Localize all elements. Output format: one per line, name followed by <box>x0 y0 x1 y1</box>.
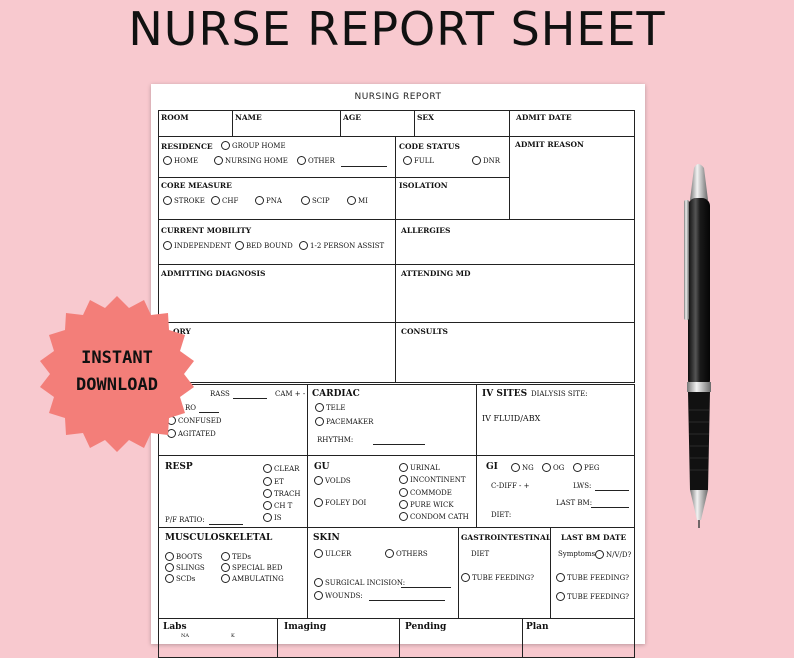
radio-circle-icon <box>461 573 470 582</box>
radio-circle-icon <box>573 463 582 472</box>
residence-option-group-home[interactable]: GROUP HOME <box>221 141 286 150</box>
residence-option-other[interactable]: OTHER <box>297 156 335 165</box>
radio-circle-icon <box>314 476 323 485</box>
pf-ratio-line[interactable] <box>209 524 243 525</box>
core-option-scip[interactable]: SCIP <box>301 196 330 205</box>
history-label: ORY <box>173 327 191 336</box>
gi-label: GI <box>486 462 498 472</box>
iv-sites-label: IV SITES <box>482 389 528 399</box>
sex-label: SEX <box>417 113 434 122</box>
radio-circle-icon <box>211 196 220 205</box>
allergies-label: ALLERGIES <box>401 226 451 235</box>
other-line[interactable] <box>341 166 387 167</box>
resp-option-trach[interactable]: TRACH <box>263 489 300 498</box>
surgical-incision-line[interactable] <box>401 587 451 588</box>
residence-label: RESIDENCE <box>161 142 213 151</box>
radio-circle-icon <box>556 573 565 582</box>
radio-circle-icon <box>472 156 481 165</box>
gi-tube-feeding-option[interactable]: TUBE FEEDING? <box>461 573 534 582</box>
gu-option-commode[interactable]: COMMODE <box>399 488 452 497</box>
neuro-option-agitated[interactable]: AGITATED <box>167 429 216 438</box>
radio-circle-icon <box>263 464 272 473</box>
radio-circle-icon <box>214 156 223 165</box>
rass-label: RASS <box>210 390 230 398</box>
wounds-line[interactable] <box>369 600 445 601</box>
radio-circle-icon <box>315 417 324 426</box>
consults-label: CONSULTS <box>401 327 448 336</box>
plan-label: Plan <box>526 622 549 632</box>
sheet-title: NURSING REPORT <box>354 92 442 102</box>
radio-circle-icon <box>255 196 264 205</box>
gu-option-incontinent[interactable]: INCONTINENT <box>399 475 466 484</box>
radio-circle-icon <box>221 574 230 583</box>
core-measure-label: CORE MEASURE <box>161 181 232 190</box>
nvd-option[interactable]: N/V/D? <box>595 550 631 559</box>
core-option-stroke[interactable]: STROKE <box>163 196 205 205</box>
ms-option-scds[interactable]: SCDs <box>165 574 195 583</box>
radio-circle-icon <box>556 592 565 601</box>
skin-label: SKIN <box>313 533 340 543</box>
room-label: ROOM <box>161 113 189 122</box>
radio-circle-icon <box>221 141 230 150</box>
cardiac-option-tele[interactable]: TELE <box>315 403 346 412</box>
badge-text <box>36 345 198 399</box>
labs-label: Labs <box>163 622 187 632</box>
mobility-label: CURRENT MOBILITY <box>161 226 252 235</box>
radio-circle-icon <box>399 475 408 484</box>
radio-circle-icon <box>221 552 230 561</box>
cardiac-option-pacemaker[interactable]: PACEMAKER <box>315 417 373 426</box>
pf-ratio-label: P/F RATIO: <box>165 516 205 524</box>
diet-label: DIET: <box>491 511 512 519</box>
badge-line-1: INSTANT <box>81 348 153 368</box>
radio-circle-icon <box>165 574 174 583</box>
pending-label: Pending <box>405 622 447 632</box>
radio-circle-icon <box>235 241 244 250</box>
core-option-chf[interactable]: CHF <box>211 196 238 205</box>
gastrointestinal-label: GASTROINTESTINAL <box>461 533 552 542</box>
radio-circle-icon <box>314 498 323 507</box>
cardiac-label: CARDIAC <box>312 389 360 399</box>
skin-option-wounds[interactable]: WOUNDS: <box>314 591 363 600</box>
cam-label: CAM + - <box>275 390 306 398</box>
skin-option-ulcer[interactable]: ULCER <box>314 549 351 558</box>
radio-circle-icon <box>165 552 174 561</box>
cdiff-label: C-DIFF - + <box>491 482 530 490</box>
radio-circle-icon <box>163 196 172 205</box>
attending-md-label: ATTENDING MD <box>401 269 471 278</box>
radio-circle-icon <box>299 241 308 250</box>
radio-circle-icon <box>314 591 323 600</box>
radio-circle-icon <box>399 463 408 472</box>
resp-label: RESP <box>165 462 193 472</box>
ms-option-slings[interactable]: SLINGS <box>165 563 205 572</box>
ms-option-boots[interactable]: BOOTS <box>165 552 202 561</box>
last-bm-line[interactable] <box>591 507 629 508</box>
resp-option-cht[interactable]: CH T <box>263 501 292 510</box>
rass-line[interactable] <box>233 398 267 399</box>
skin-option-surgical-incision[interactable]: SURGICAL INCISION: <box>314 578 405 587</box>
radio-circle-icon <box>263 513 272 522</box>
gi-option-peg[interactable]: PEG <box>573 463 599 472</box>
radio-circle-icon <box>314 549 323 558</box>
residence-option-nursing-home[interactable]: NURSING HOME <box>214 156 288 165</box>
pen-icon <box>668 160 728 530</box>
radio-circle-icon <box>542 463 551 472</box>
mobility-option-bed-bound[interactable]: BED BOUND <box>235 241 293 250</box>
radio-circle-icon <box>385 549 394 558</box>
radio-circle-icon <box>221 563 230 572</box>
oriented-label: RO <box>185 404 197 412</box>
neuro-option-confused[interactable]: CONFUSED <box>167 416 222 425</box>
admit-date-label: ADMIT DATE <box>516 113 572 122</box>
imaging-label: Imaging <box>284 622 327 632</box>
radio-circle-icon <box>301 196 310 205</box>
resp-option-clear[interactable]: CLEAR <box>263 464 299 473</box>
code-option-full[interactable]: FULL <box>403 156 434 165</box>
last-bm-label: LAST BM: <box>556 499 593 507</box>
banner-title: NURSE REPORT SHEET <box>128 2 666 56</box>
radio-circle-icon <box>165 563 174 572</box>
lws-label: LWS: <box>573 482 592 490</box>
gi-option-ng[interactable]: NG <box>511 463 534 472</box>
radio-circle-icon <box>511 463 520 472</box>
report-sheet <box>151 84 645 644</box>
last-bm-date-label: LAST BM DATE <box>561 533 627 542</box>
admitting-diagnosis-label: ADMITTING DIAGNOSIS <box>161 269 266 278</box>
radio-circle-icon <box>315 403 324 412</box>
radio-circle-icon <box>399 488 408 497</box>
rhythm-line[interactable] <box>373 444 425 445</box>
ms-option-teds[interactable]: TEDs <box>221 552 251 561</box>
radio-circle-icon <box>347 196 356 205</box>
radio-circle-icon <box>595 550 604 559</box>
gu-option-urinal[interactable]: URINAL <box>399 463 440 472</box>
gu-option-foley[interactable]: FOLEY DOI <box>314 498 366 507</box>
gi-option-og[interactable]: OG <box>542 463 564 472</box>
core-option-pna[interactable]: PNA <box>255 196 282 205</box>
residence-option-home[interactable]: HOME <box>163 156 198 165</box>
resp-option-is[interactable]: IS <box>263 513 282 522</box>
radio-circle-icon <box>263 501 272 510</box>
admit-reason-label: ADMIT REASON <box>515 140 584 149</box>
musculoskeletal-label: MUSCULOSKELETAL <box>165 533 273 543</box>
resp-option-et[interactable]: ET <box>263 477 284 486</box>
age-label: AGE <box>343 113 361 122</box>
gu-label: GU <box>314 462 330 472</box>
symptoms-label: Symptoms <box>558 550 596 558</box>
dialysis-site-label: DIALYSIS SITE: <box>531 390 588 398</box>
mobility-option-assist[interactable]: 1-2 PERSON ASSIST <box>299 241 384 250</box>
rhythm-label: RHYTHM: <box>317 436 354 444</box>
iv-fluid-label: IV FLUID/ABX <box>482 414 541 423</box>
na-label: NA <box>181 633 189 639</box>
k-label: K <box>231 633 235 639</box>
gu-option-condom-cath[interactable]: CONDOM CATH <box>399 512 469 521</box>
radio-circle-icon <box>163 241 172 250</box>
isolation-label: ISOLATION <box>399 181 448 190</box>
ms-option-special-bed[interactable]: SPECIAL BED <box>221 563 283 572</box>
lws-line[interactable] <box>595 490 629 491</box>
mobility-option-independent[interactable]: INDEPENDENT <box>163 241 231 250</box>
radio-circle-icon <box>163 156 172 165</box>
radio-circle-icon <box>263 489 272 498</box>
radio-circle-icon <box>399 512 408 521</box>
badge-line-2: DOWNLOAD <box>76 375 158 395</box>
oriented-line[interactable] <box>199 412 219 413</box>
gu-option-pure-wick[interactable]: PURE WICK <box>399 500 454 509</box>
bm-tube-feeding-option-1[interactable]: TUBE FEEDING? <box>556 573 629 582</box>
skin-option-others[interactable]: OTHERS <box>385 549 428 558</box>
radio-circle-icon <box>399 500 408 509</box>
code-status-label: CODE STATUS <box>399 142 460 151</box>
code-option-dnr[interactable]: DNR <box>472 156 500 165</box>
gu-option-volds[interactable]: VOLDS <box>314 476 351 485</box>
core-option-mi[interactable]: MI <box>347 196 368 205</box>
radio-circle-icon <box>297 156 306 165</box>
radio-circle-icon <box>314 578 323 587</box>
name-label: NAME <box>235 113 262 122</box>
gi-diet-label: DIET <box>471 550 490 558</box>
radio-circle-icon <box>263 477 272 486</box>
bm-tube-feeding-option-2[interactable]: TUBE FEEDING? <box>556 592 629 601</box>
radio-circle-icon <box>403 156 412 165</box>
ms-option-ambulating[interactable]: AMBULATING <box>221 574 284 583</box>
